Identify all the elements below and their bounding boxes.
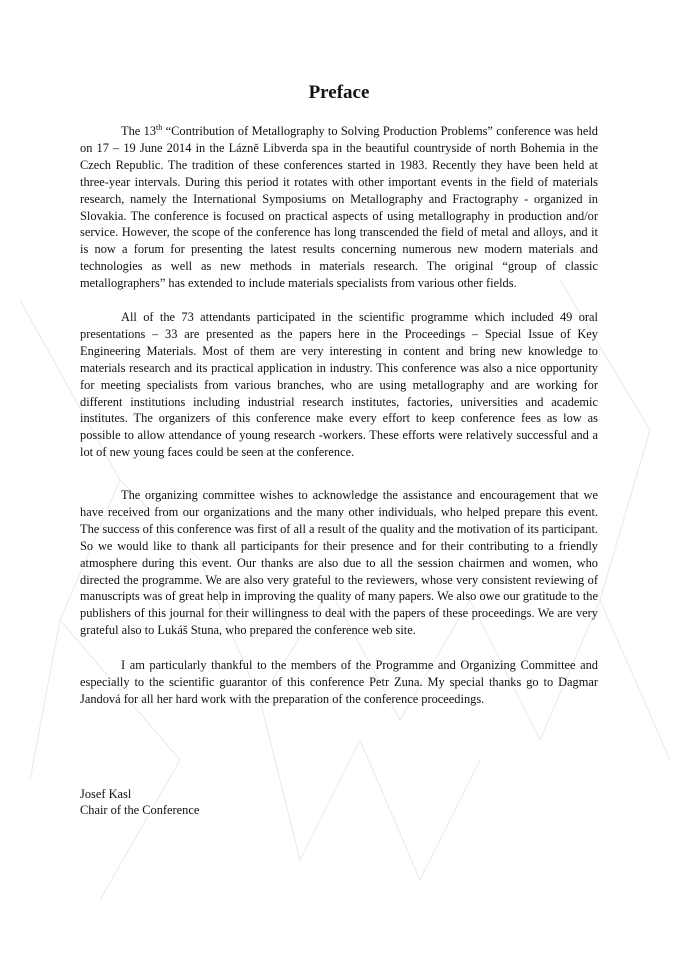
paragraph-4: I am particularly thankful to the members of the Programme and Organizing Committee and especially to the scientific guarantor of this conference Petr Zuna. My special thanks go to Dagmar Jandová for all her hard work with the preparation of the conference proceedings. bbox=[80, 658, 598, 706]
paragraph-2: All of the 73 attendants participated in the scientific programme which included 49 oral presentations – 33 are presented as the papers here in the Proceedings – Special Issue of Key Engineering Materials. Most of them are very interesting in content and bring new knowledge to materials research and its practical application in industry. This conference was also a nice opportunity for meeting specialists from various branches, who are using metallography and are working for different institutions including industrial research institutes, factories, universities and academic institutes. The organizers of this conference make every effort to keep conference fees as low as possible to allow attendance of young research -workers. These efforts were relatively successful and a lot of new young faces could be seen at the conference. bbox=[80, 310, 598, 460]
paragraph-3: The organizing committee wishes to acknowledge the assistance and encouragement that we have received from our organizations and the many other individuals, who helped prepare this event. The success of this conference was first of all a result of the quality and the motivation of its participant. So we would like to thank all participants for their presence and for their contributing to a friendly atmosphere during this event. Our thanks are also due to all the session chairmen and women, who directed the programme. We are also very grateful to the reviewers, whose very consistent reviewing of manuscripts was of great help in improving the quality of many papers. We also owe our gratitude to the publishers of this journal for their willingness to deal with the papers of these proceedings. We are very grateful also to Lukáš Stuna, who prepared the conference web site. bbox=[80, 488, 598, 638]
paragraph-1-rest: “Contribution of Metallography to Solving Production Problems” conference was held on 17 – 19 June 2014 in the Lázně Libverda spa in the beautiful countryside of north Bohemia in the Czech Republic. The tradition of these conferences started in 1983. Recently they have been held at three-year intervals. During this period it rotates with other important events in the field of materials research, namely the International Symposiums on Metallography and Fractography - organized in Slovakia. The conference is focused on practical aspects of using metallography in production and/or service. However, the scope of the conference has long transcended the field of metal and alloys, and it is now a forum for presenting the latest results concerning numerous new modern materials and technologies as well as new methods in materials research. The original “group of classic metallographers” has extended to include materials specialists from various other fields. bbox=[80, 124, 598, 291]
paragraph-1 bbox=[80, 123, 598, 292]
signature-role: Chair of the Conference bbox=[80, 803, 200, 817]
signature-name: Josef Kasl bbox=[80, 787, 132, 801]
ordinal-suffix: th bbox=[156, 122, 163, 132]
page-title: Preface bbox=[308, 82, 370, 103]
paragraph-1-start: The 13 bbox=[121, 124, 157, 138]
